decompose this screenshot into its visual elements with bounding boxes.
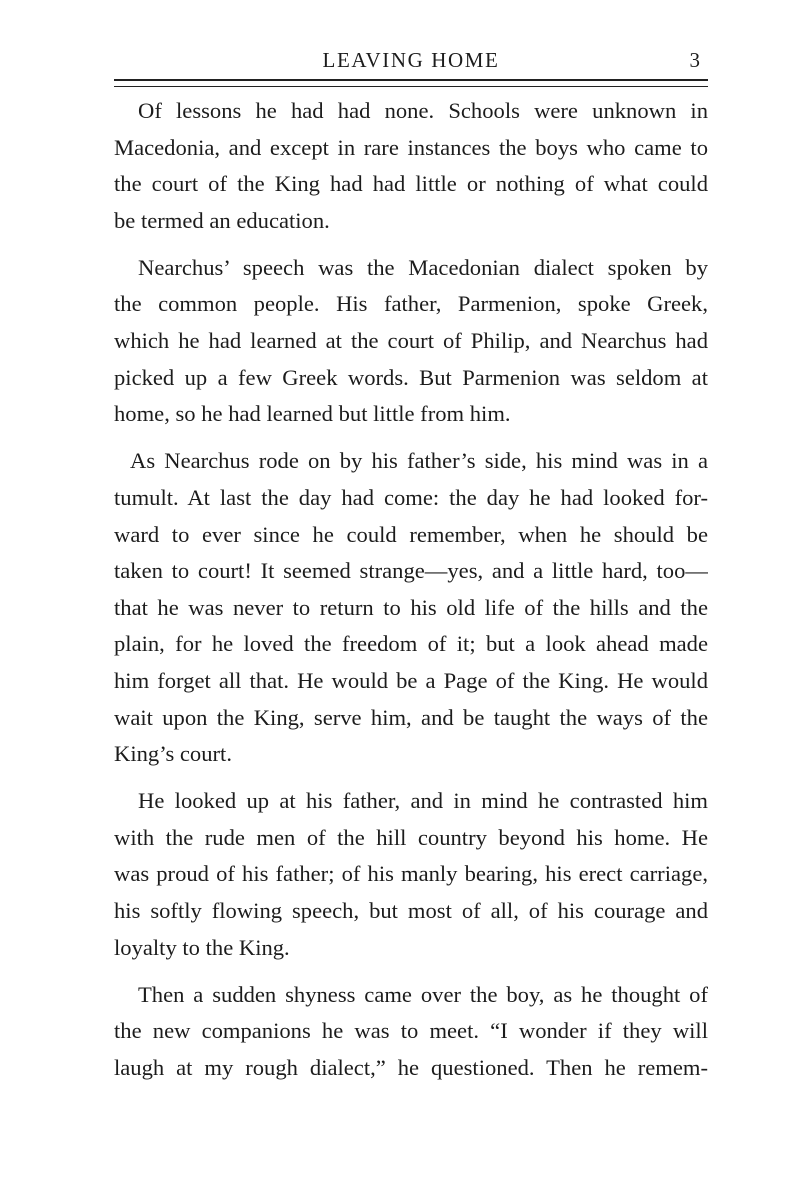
text-line: taken to court! It seemed strange—yes, and a little hard, too— — [114, 558, 708, 584]
paragraph — [114, 443, 708, 772]
text-line: that he was never to return to his old life of the hills and the — [114, 594, 708, 620]
running-head — [114, 44, 708, 78]
text-line: Then a sudden shyness came over the boy, as he thought of — [138, 981, 708, 1007]
text-line: which he had learned at the court of Philip, and Nearchus had — [114, 328, 708, 354]
text-line: the new companions he was to meet. “I wonder if they will — [114, 1018, 708, 1044]
text-line: him forget all that. He would be a Page of the King. He would — [114, 667, 708, 693]
text-line: home, so he had learned but little from him. — [114, 401, 511, 427]
text-line: be termed an education. — [114, 207, 330, 233]
text-line: plain, for he loved the freedom of it; but a look ahead made — [114, 631, 708, 657]
text-line: wait upon the King, serve him, and be taught the ways of the — [114, 704, 708, 730]
text-line: his softly flowing speech, but most of all, of his courage and — [114, 897, 708, 923]
page-number: 3 — [689, 48, 700, 72]
paragraph — [114, 783, 708, 966]
text-line: was proud of his father; of his manly bearing, his erect carriage, — [114, 861, 708, 887]
paragraph — [114, 93, 708, 239]
header-rule-thin — [114, 86, 708, 87]
header-rule-thick — [114, 79, 708, 81]
book-page — [114, 0, 708, 1200]
text-line: King’s court. — [114, 741, 232, 767]
text-line: with the rude men of the hill country beyond his home. He — [114, 824, 708, 850]
text-line: Macedonia, and except in rare instances the boys who came to — [114, 134, 708, 160]
text-line: laugh at my rough dialect,” he questioned. Then he remem- — [114, 1054, 708, 1080]
text-line: ward to ever since he could remember, when he should be — [114, 521, 708, 547]
paragraph — [114, 250, 708, 433]
text-line: picked up a few Greek words. But Parmenion was seldom at — [114, 364, 708, 390]
text-line: Of lessons he had had none. Schools were unknown in — [138, 98, 708, 123]
text-line: He looked up at his father, and in mind he contrasted him — [138, 788, 708, 814]
text-line: the common people. His father, Parmenion, spoke Greek, — [114, 291, 708, 317]
chapter-title: LEAVING HOME — [322, 48, 500, 72]
text-line: Nearchus’ speech was the Macedonian dialect spoken by — [138, 254, 708, 280]
text-line: the court of the King had had little or nothing of what could — [114, 171, 708, 197]
text-line: tumult. At last the day had come: the day he had looked for- — [114, 484, 708, 510]
body-text — [114, 93, 708, 1097]
paragraph — [114, 977, 708, 1087]
text-line: loyalty to the King. — [114, 934, 290, 960]
text-line: As Nearchus rode on by his father’s side, his mind was in a — [130, 448, 708, 474]
